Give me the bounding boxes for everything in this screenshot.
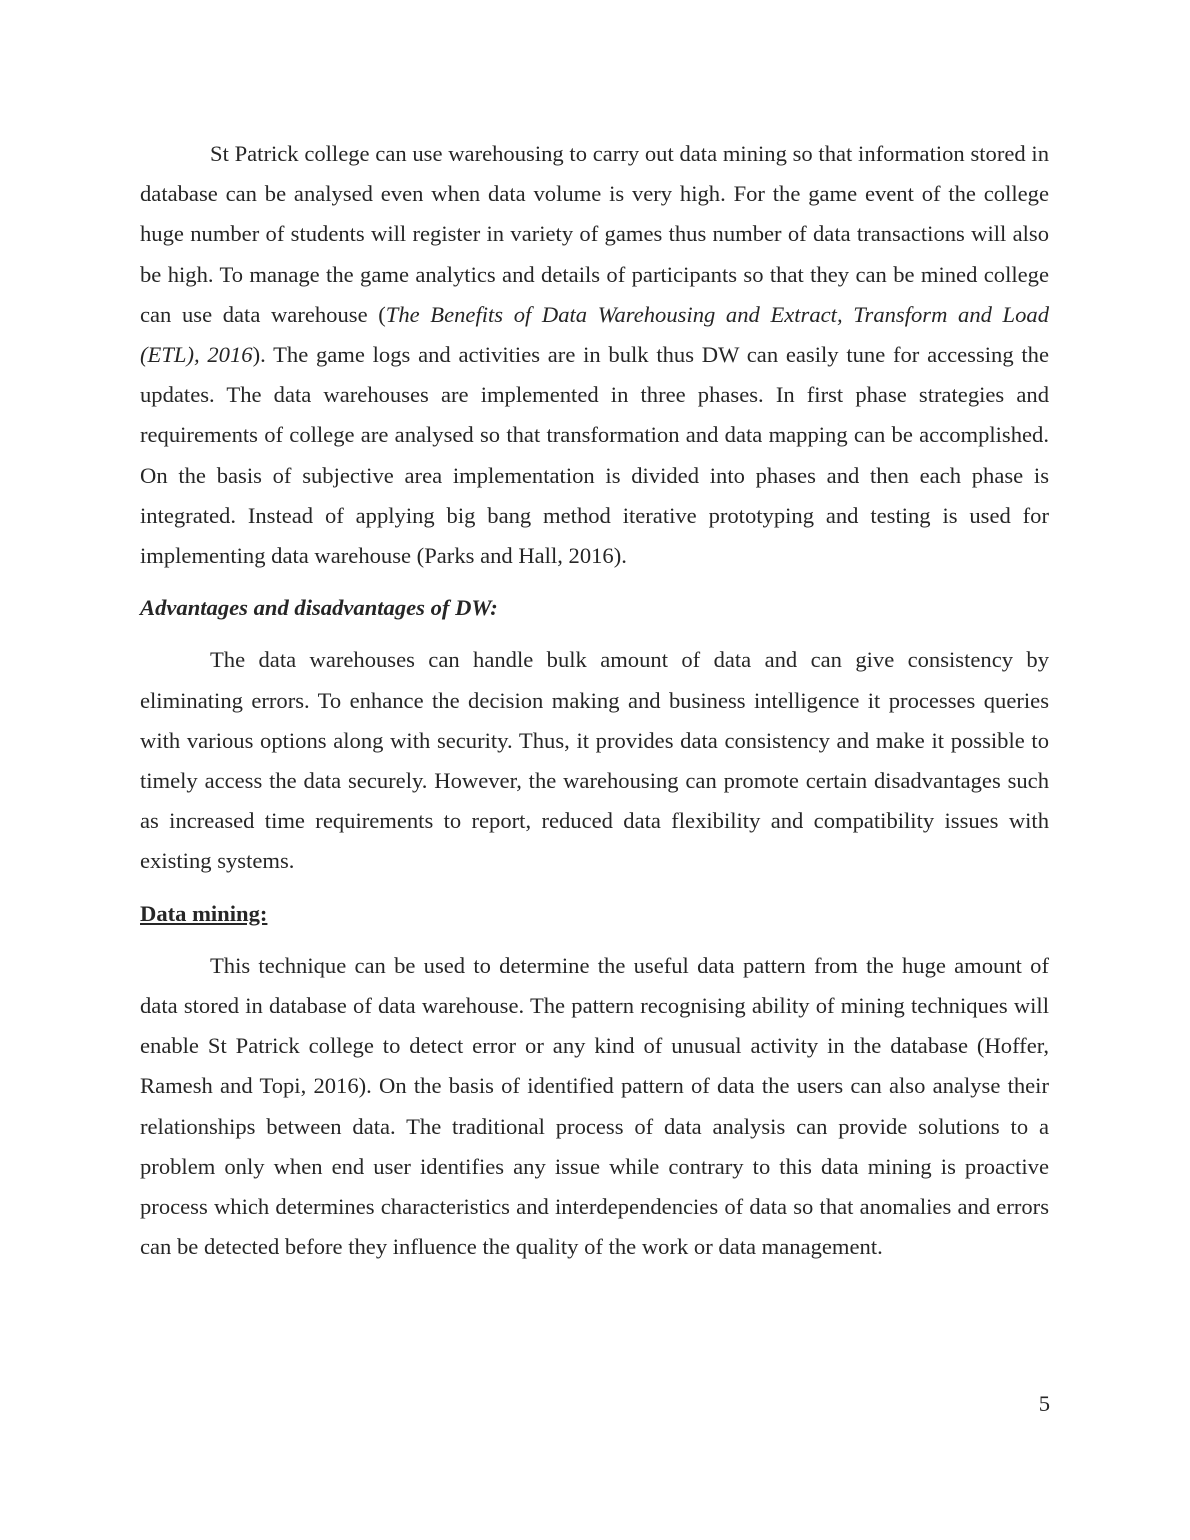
citation-italic: The Benefits of Data Warehousing and Extract, Transform and Load (ETL), 2016 <box>140 301 1050 368</box>
page-number: 5 <box>1038 1391 1050 1416</box>
heading-advantages: Advantages and disadvantages of DW: <box>140 595 498 621</box>
paragraph-data-mining: This technique can be used to determine the useful data pattern from the huge amount of data stored in database of data warehouse. The pattern recognising ability of mining techniques will enable St Patrick college to detect error or any kind of unusual activity in the database (Hoffer, Ramesh and Topi, 2016). On the basis of identified pattern of data the users can also analyse their relationships between data. The traditional process of data analysis can provide solutions to a problem only when end user identifies any issue while contrary to this data mining is proactive process which determines characteristics and interdependencies of data so that anomalies and errors can be detected before they influence the quality of the work or data management. <box>140 952 1049 1260</box>
paragraph-warehousing <box>140 134 1049 576</box>
document-page <box>140 134 1049 1267</box>
paragraph-advantages: The data warehouses can handle bulk amount of data and can give consistency by eliminating errors. To enhance the decision making and business intelligence it processes queries with various options along with security. Thus, it provides data consistency and make it possible to timely access the data securely. However, the warehousing can promote certain disadvantages such as increased time requirements to report, reduced data flexibility and compatibility issues with existing systems. <box>140 647 1049 874</box>
heading-data-mining-text: Data mining: <box>140 900 268 926</box>
paragraph-text: ). The game logs and activities are in bulk thus DW can easily tune for accessing the updates. The data warehouses are implemented in three phases. In first phase strategies and requirements of college are analysed so that transformation and data mapping can be accomplished. On the basis of subjective area implementation is divided into phases and then each phase is integrated. Instead of applying big bang method iterative prototyping and testing is used for implementing data warehouse (Parks and Hall, 2016). <box>140 342 1049 569</box>
heading-data-mining <box>140 894 1049 934</box>
paragraph-text: St Patrick college can use warehousing to carry out data mining so that information stored in database can be analysed even when data volume is very high. For the game event of the college huge number of students will register in variety of games thus number of data transactions will also be high. To manage the game analytics and details of participants so that they can be mined college can use data warehouse ( <box>140 141 1049 327</box>
